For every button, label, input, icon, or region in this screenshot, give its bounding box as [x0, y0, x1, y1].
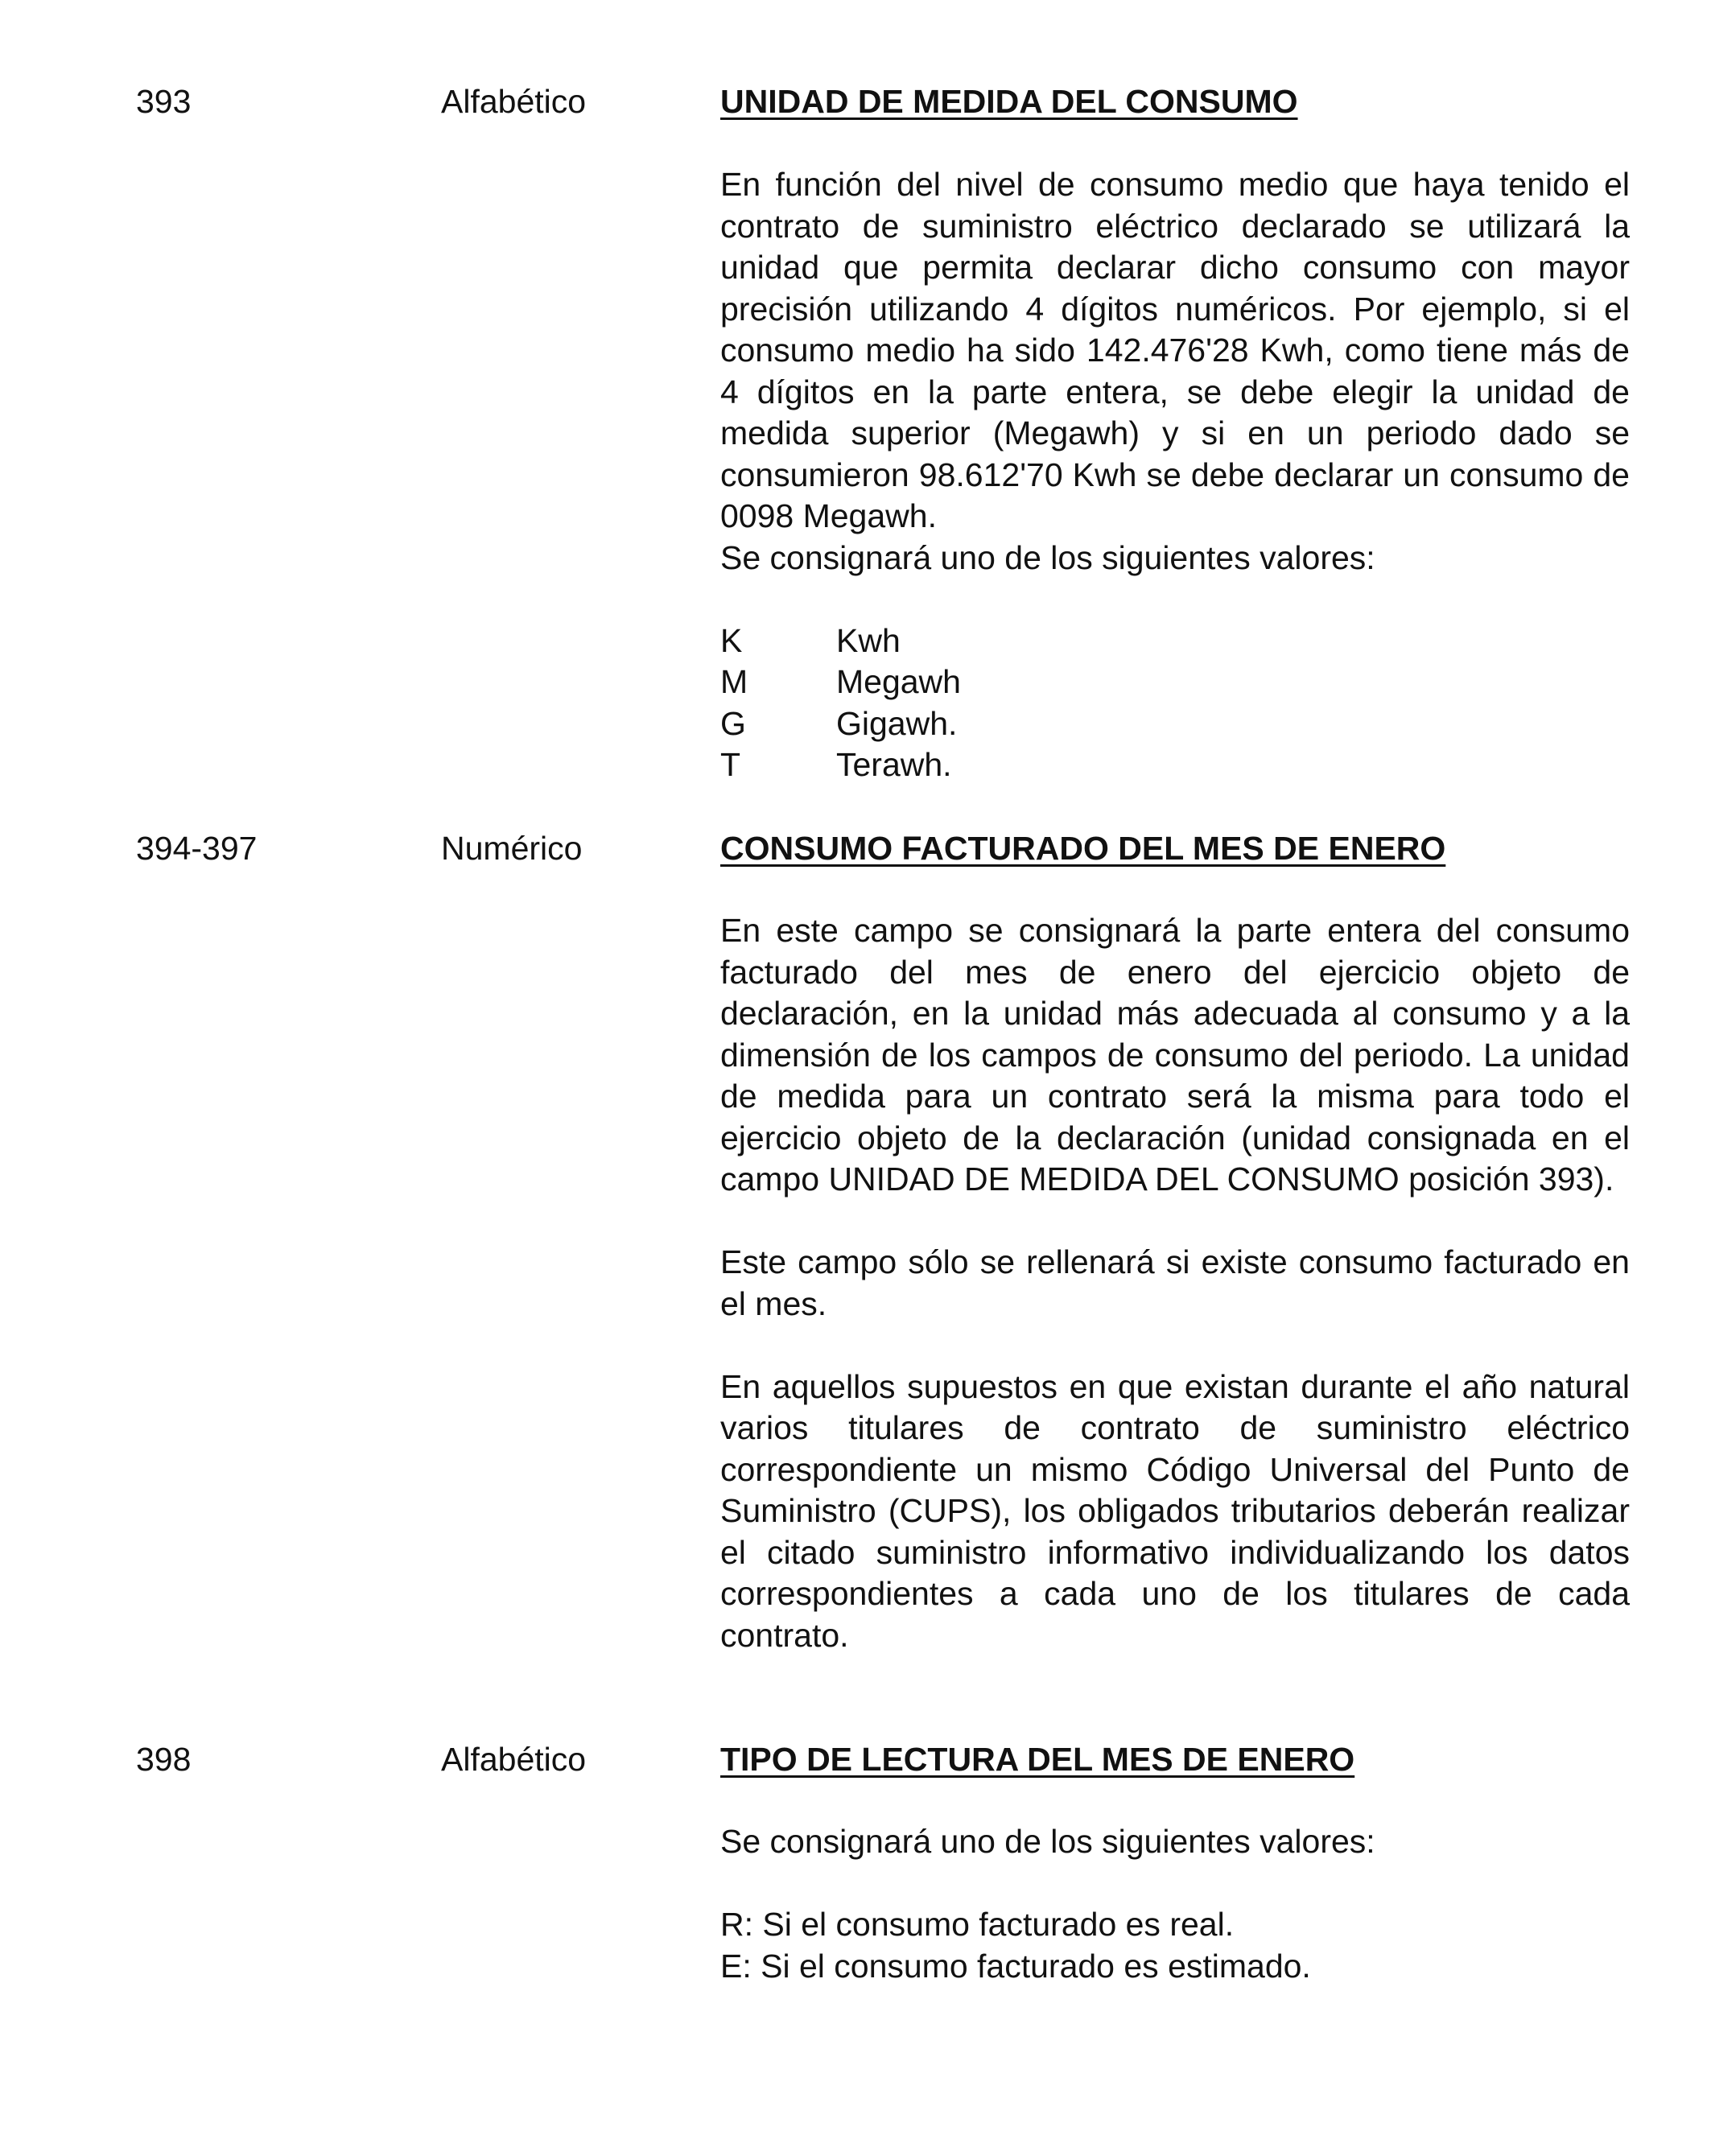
- description-paragraph: En aquellos supuestos en que existan durante el año natural varios titulares de contrato de suministro eléctrico correspondiente un mismo Código Universal del Punto de Suministro (CUPS), los obligados tributarios deberán realizar el citado suministro informativo individualizando los datos correspondientes a cada uno de los titulares de cada contrato.: [720, 1367, 1630, 1654]
- value-item: [720, 620, 1630, 662]
- field-393-description: [720, 164, 1630, 786]
- field-type: Alfabético: [441, 83, 587, 120]
- value-item: [720, 662, 1630, 703]
- values-list: [720, 620, 1630, 786]
- value-label: Megawh: [836, 663, 961, 700]
- value-label: Terawh.: [836, 746, 952, 783]
- field-type: Alfabético: [441, 1741, 587, 1778]
- value-label: Gigawh.: [836, 704, 958, 742]
- field-position: 394-397: [136, 830, 258, 867]
- field-position: 398: [136, 1741, 192, 1778]
- field-title: UNIDAD DE MEDIDA DEL CONSUMO: [720, 83, 1298, 120]
- description-paragraph: En este campo se consignará la parte entera del consumo facturado del mes de enero del ejercicio objeto de declaración, en la unidad más adecuada al consumo y a la dimensión de los campos de consumo del periodo. La unidad de medida para un contrato será la misma para todo el ejercicio objeto de la declaración (unidad consignada en el campo UNIDAD DE MEDIDA DEL CONSUMO posición 393).: [720, 912, 1630, 1198]
- value-item: [720, 703, 1630, 745]
- option-item: R: Si el consumo facturado es real.: [720, 1906, 1235, 1943]
- value-code: G: [720, 704, 746, 742]
- values-intro: Se consignará uno de los siguientes valores:: [720, 538, 1375, 576]
- description-paragraph: En función del nivel de consumo medio que haya tenido el contrato de suministro eléctrico declarado se utilizará la unidad que permita declarar dicho consumo con mayor precisión utilizando 4 dígitos numéricos. Por ejemplo, si el consumo medio ha sido 142.476'28 Kwh, como tiene más de 4 dígitos en la parte entera, se debe elegir la unidad de medida superior (Megawh) y si en un periodo dado se consumieron 98.612'70 Kwh se debe declarar un consumo de 0098 Megawh.: [720, 166, 1630, 534]
- field-title: TIPO DE LECTURA DEL MES DE ENERO: [720, 1741, 1355, 1778]
- field-type: Numérico: [441, 830, 583, 867]
- value-code: M: [720, 663, 748, 700]
- option-item: E: Si el consumo facturado es estimado.: [720, 1947, 1311, 1985]
- field-position: 393: [136, 83, 192, 120]
- value-label: Kwh: [836, 621, 901, 659]
- values-intro: Se consignará uno de los siguientes valores:: [720, 1823, 1375, 1860]
- description-paragraph: Este campo sólo se rellenará si existe consumo facturado en el mes.: [720, 1243, 1630, 1322]
- value-code: T: [720, 746, 741, 783]
- field-394-397-description: [720, 910, 1630, 1656]
- value-item: [720, 744, 1630, 786]
- value-code: K: [720, 621, 743, 659]
- field-398-description: [720, 1821, 1630, 1987]
- field-title: CONSUMO FACTURADO DEL MES DE ENERO: [720, 830, 1446, 867]
